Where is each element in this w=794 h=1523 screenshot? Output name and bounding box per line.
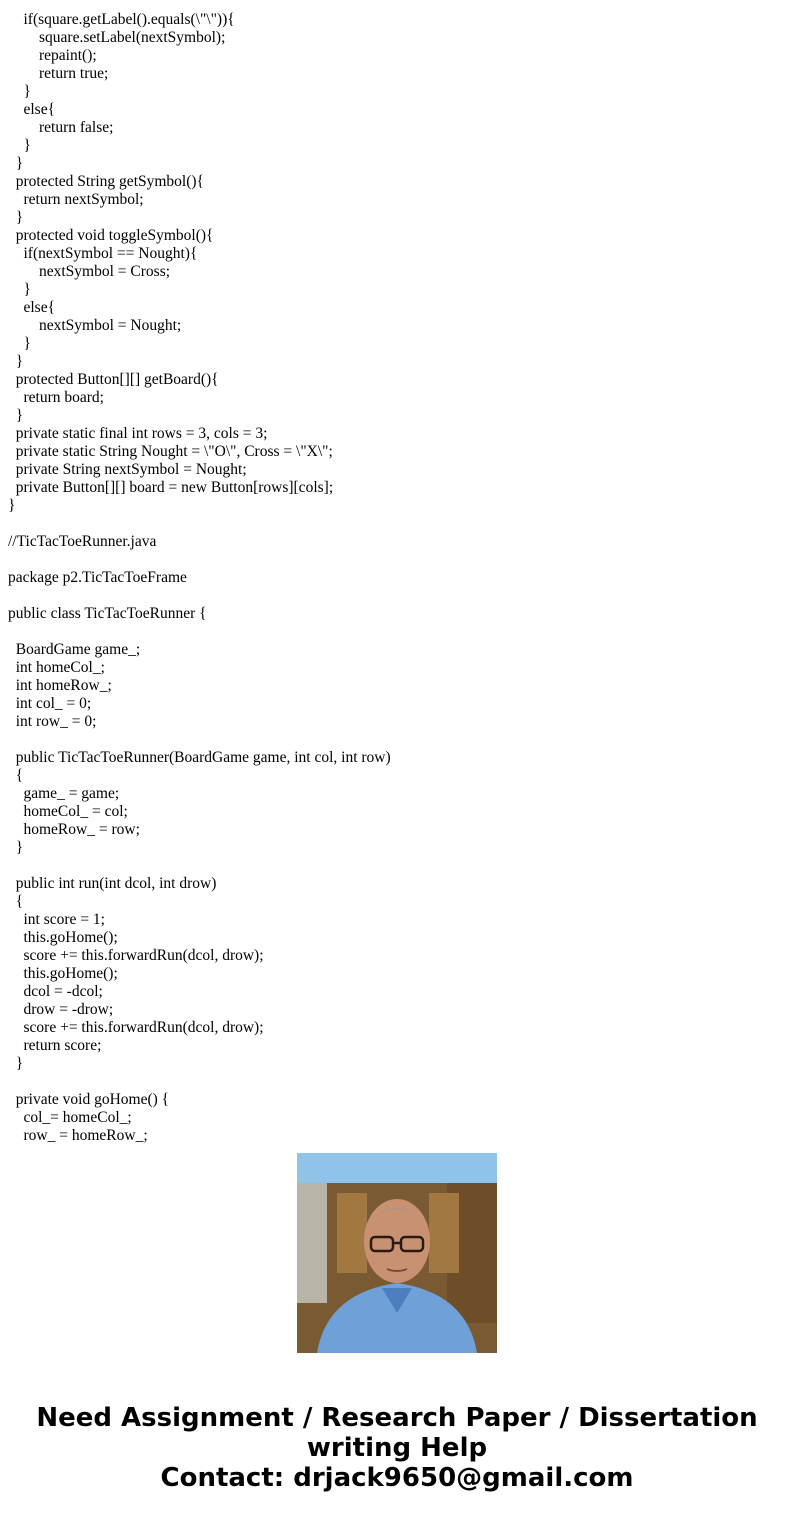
code-line: BoardGame game_; <box>8 641 141 658</box>
footer-contact: Contact: drjack9650@gmail.com <box>160 1463 634 1493</box>
code-line: private void goHome() { <box>8 1091 170 1108</box>
code-line: private static final int rows = 3, cols = 3; <box>8 425 268 442</box>
footer-line-2: writing Help <box>306 1433 488 1463</box>
code-line: } <box>8 281 31 298</box>
code-line: int row_ = 0; <box>8 713 97 730</box>
code-line: return true; <box>8 65 109 82</box>
code-line: homeCol_ = col; <box>8 803 128 820</box>
code-line: nextSymbol = Nought; <box>8 317 182 334</box>
code-line: } <box>8 1055 24 1072</box>
code-line: int homeRow_; <box>8 677 112 694</box>
code-line: private Button[][] board = new Button[rows][cols]; <box>8 479 334 496</box>
code-line: } <box>8 137 31 154</box>
code-line: package p2.TicTacToeFrame <box>8 569 187 586</box>
code-line: public TicTacToeRunner(BoardGame game, int col, int row) <box>8 749 391 766</box>
code-line: return score; <box>8 1037 102 1054</box>
code-line: } <box>8 353 24 370</box>
code-line: } <box>8 497 16 514</box>
code-line <box>8 515 788 533</box>
code-line: row_ = homeRow_; <box>8 1127 148 1144</box>
code-line: dcol = -dcol; <box>8 983 103 1000</box>
code-line: this.goHome(); <box>8 929 118 946</box>
code-line: } <box>8 407 24 424</box>
code-line: } <box>8 839 24 856</box>
code-line <box>8 731 788 749</box>
code-line: return nextSymbol; <box>8 191 144 208</box>
code-line: } <box>8 209 24 226</box>
code-listing <box>8 0 788 1144</box>
code-line: { <box>8 893 24 910</box>
code-line: int score = 1; <box>8 911 105 928</box>
code-line: nextSymbol = Cross; <box>8 263 171 280</box>
code-line <box>8 551 788 569</box>
code-line: { <box>8 767 24 784</box>
code-line: int col_ = 0; <box>8 695 92 712</box>
code-line: else{ <box>8 101 56 118</box>
code-line: } <box>8 155 24 172</box>
code-line: if(square.getLabel().equals(\"\")){ <box>8 11 235 28</box>
code-line: protected String getSymbol(){ <box>8 173 204 190</box>
code-line: if(nextSymbol == Nought){ <box>8 245 198 262</box>
code-line <box>8 857 788 875</box>
code-line: } <box>8 335 31 352</box>
code-line: score += this.forwardRun(dcol, drow); <box>8 947 264 964</box>
author-avatar <box>297 1153 497 1353</box>
code-line: return board; <box>8 389 104 406</box>
code-line: repaint(); <box>8 47 97 64</box>
code-line: else{ <box>8 299 56 316</box>
code-line: col_= homeCol_; <box>8 1109 132 1126</box>
code-line <box>8 587 788 605</box>
code-line: protected Button[][] getBoard(){ <box>8 371 219 388</box>
code-line: public class TicTacToeRunner { <box>8 605 207 622</box>
footer-line-1: Need Assignment / Research Paper / Dissertation <box>36 1403 758 1433</box>
code-line: protected void toggleSymbol(){ <box>8 227 214 244</box>
code-line: } <box>8 83 31 100</box>
code-line: return false; <box>8 119 114 136</box>
code-line: private static String Nought = \"O\", Cross = \"X\"; <box>8 443 333 460</box>
code-line: score += this.forwardRun(dcol, drow); <box>8 1019 264 1036</box>
code-line: this.goHome(); <box>8 965 118 982</box>
footer-banner <box>0 1403 794 1493</box>
code-line: game_ = game; <box>8 785 120 802</box>
code-line: private String nextSymbol = Nought; <box>8 461 247 478</box>
code-line: //TicTacToeRunner.java <box>8 533 157 550</box>
code-line <box>8 623 788 641</box>
code-line: homeRow_ = row; <box>8 821 140 838</box>
code-line: int homeCol_; <box>8 659 105 676</box>
code-line: drow = -drow; <box>8 1001 114 1018</box>
code-line <box>8 1073 788 1091</box>
code-line: public int run(int dcol, int drow) <box>8 875 217 892</box>
code-line: square.setLabel(nextSymbol); <box>8 29 226 46</box>
